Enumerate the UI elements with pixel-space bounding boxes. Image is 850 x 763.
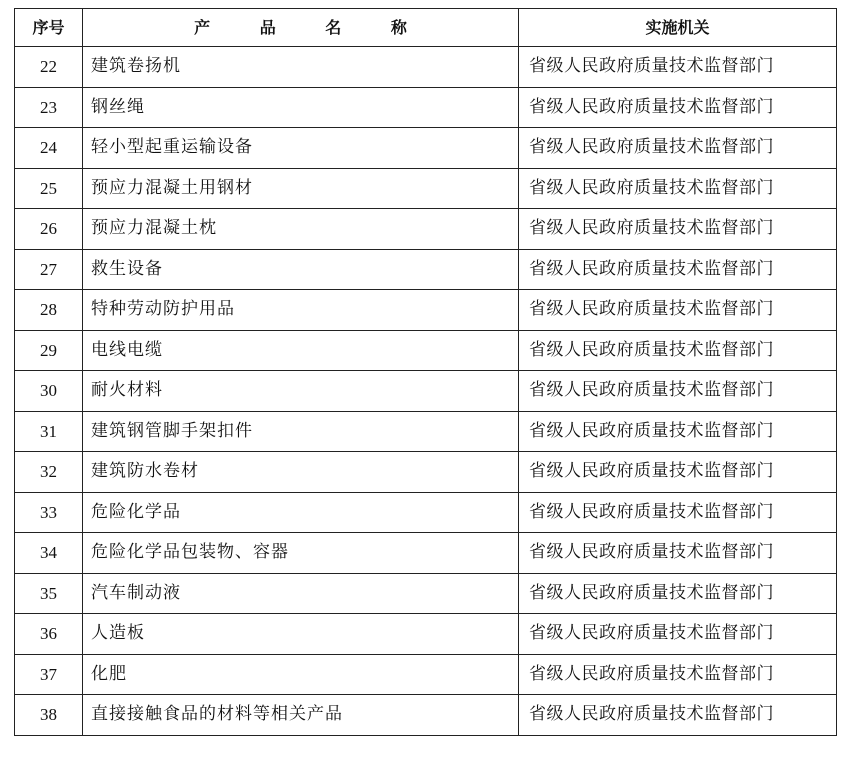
table-row — [15, 249, 837, 290]
cell-implementing-agency: 省级人民政府质量技术监督部门 — [519, 573, 837, 614]
table-row — [15, 371, 837, 412]
cell-implementing-agency: 省级人民政府质量技术监督部门 — [519, 209, 837, 250]
cell-serial-number: 30 — [15, 371, 83, 412]
table-row — [15, 654, 837, 695]
cell-implementing-agency: 省级人民政府质量技术监督部门 — [519, 533, 837, 574]
header-serial-number: 序号 — [15, 9, 83, 47]
cell-implementing-agency: 省级人民政府质量技术监督部门 — [519, 695, 837, 736]
header-product-name — [83, 9, 519, 47]
cell-serial-number: 22 — [15, 47, 83, 88]
document-page — [14, 8, 836, 736]
cell-product-name: 轻小型起重运输设备 — [83, 128, 519, 169]
table-row — [15, 411, 837, 452]
cell-product-name: 危险化学品 — [83, 492, 519, 533]
table-row — [15, 492, 837, 533]
cell-implementing-agency: 省级人民政府质量技术监督部门 — [519, 128, 837, 169]
table-row — [15, 87, 837, 128]
header-product-name-text: 产 品 名 称 — [194, 17, 429, 37]
table-row — [15, 330, 837, 371]
cell-product-name: 化肥 — [83, 654, 519, 695]
product-license-table — [14, 8, 837, 736]
cell-product-name: 汽车制动液 — [83, 573, 519, 614]
cell-serial-number: 25 — [15, 168, 83, 209]
cell-implementing-agency: 省级人民政府质量技术监督部门 — [519, 452, 837, 493]
cell-serial-number: 37 — [15, 654, 83, 695]
cell-product-name: 人造板 — [83, 614, 519, 655]
table-row — [15, 452, 837, 493]
cell-implementing-agency: 省级人民政府质量技术监督部门 — [519, 330, 837, 371]
table-row — [15, 533, 837, 574]
table-row — [15, 209, 837, 250]
cell-product-name: 预应力混凝土用钢材 — [83, 168, 519, 209]
cell-implementing-agency: 省级人民政府质量技术监督部门 — [519, 87, 837, 128]
cell-implementing-agency: 省级人民政府质量技术监督部门 — [519, 371, 837, 412]
table-row — [15, 573, 837, 614]
cell-serial-number: 34 — [15, 533, 83, 574]
header-implementing-agency: 实施机关 — [519, 9, 837, 47]
cell-serial-number: 35 — [15, 573, 83, 614]
cell-implementing-agency: 省级人民政府质量技术监督部门 — [519, 168, 837, 209]
cell-product-name: 建筑钢管脚手架扣件 — [83, 411, 519, 452]
table-row — [15, 128, 837, 169]
cell-product-name: 耐火材料 — [83, 371, 519, 412]
table-row — [15, 168, 837, 209]
cell-product-name: 预应力混凝土枕 — [83, 209, 519, 250]
cell-product-name: 钢丝绳 — [83, 87, 519, 128]
cell-implementing-agency: 省级人民政府质量技术监督部门 — [519, 614, 837, 655]
table-header — [15, 9, 837, 47]
cell-implementing-agency: 省级人民政府质量技术监督部门 — [519, 47, 837, 88]
cell-product-name: 危险化学品包装物、容器 — [83, 533, 519, 574]
cell-product-name: 特种劳动防护用品 — [83, 290, 519, 331]
cell-product-name: 建筑防水卷材 — [83, 452, 519, 493]
cell-serial-number: 29 — [15, 330, 83, 371]
cell-product-name: 直接接触食品的材料等相关产品 — [83, 695, 519, 736]
cell-serial-number: 33 — [15, 492, 83, 533]
cell-implementing-agency: 省级人民政府质量技术监督部门 — [519, 249, 837, 290]
table-row — [15, 290, 837, 331]
header-row — [15, 9, 837, 47]
cell-product-name: 救生设备 — [83, 249, 519, 290]
table-row — [15, 614, 837, 655]
cell-serial-number: 24 — [15, 128, 83, 169]
cell-serial-number: 27 — [15, 249, 83, 290]
cell-serial-number: 26 — [15, 209, 83, 250]
cell-implementing-agency: 省级人民政府质量技术监督部门 — [519, 290, 837, 331]
cell-product-name: 电线电缆 — [83, 330, 519, 371]
cell-product-name: 建筑卷扬机 — [83, 47, 519, 88]
cell-serial-number: 28 — [15, 290, 83, 331]
cell-serial-number: 31 — [15, 411, 83, 452]
cell-implementing-agency: 省级人民政府质量技术监督部门 — [519, 654, 837, 695]
table-row — [15, 47, 837, 88]
cell-serial-number: 38 — [15, 695, 83, 736]
cell-serial-number: 36 — [15, 614, 83, 655]
cell-serial-number: 32 — [15, 452, 83, 493]
cell-implementing-agency: 省级人民政府质量技术监督部门 — [519, 492, 837, 533]
table-body — [15, 47, 837, 736]
cell-implementing-agency: 省级人民政府质量技术监督部门 — [519, 411, 837, 452]
table-row — [15, 695, 837, 736]
cell-serial-number: 23 — [15, 87, 83, 128]
